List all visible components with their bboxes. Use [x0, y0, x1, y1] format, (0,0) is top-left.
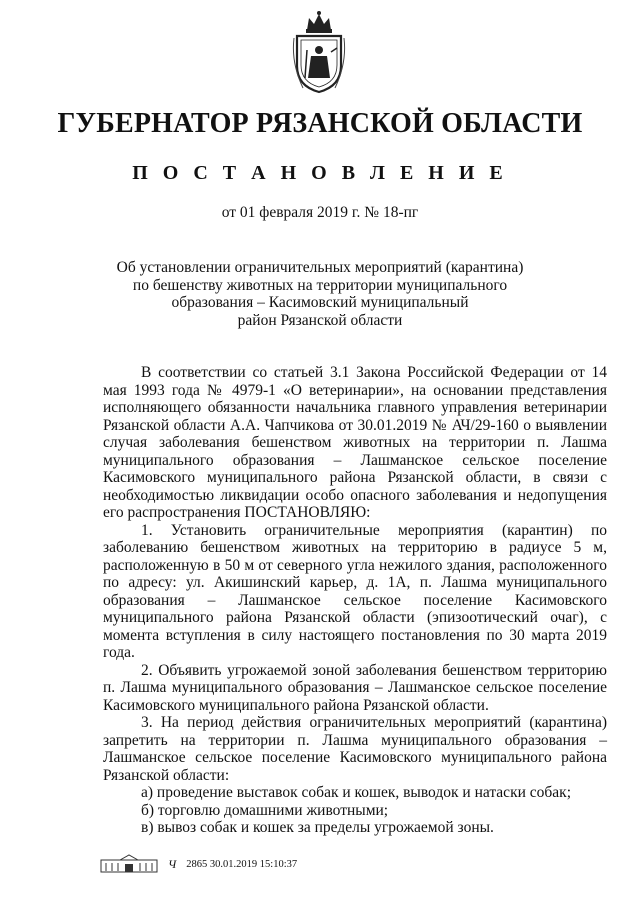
- document-date-number: от 01 февраля 2019 г. № 18-пг: [221, 204, 419, 221]
- document-type: П О С Т А Н О В Л Е Н И Е: [132, 162, 508, 184]
- registration-footer: [100, 852, 297, 876]
- document-subject: [100, 259, 540, 329]
- page-title: ГУБЕРНАТОР РЯЗАНСКОЙ ОБЛАСТИ: [57, 108, 583, 139]
- list-item: а) проведение выставок собак и кошек, выводок и натаски собак;: [141, 784, 571, 801]
- item-2-paragraph: 2. Объявить угрожаемой зоной заболевания бешенством территорию п. Лашма муниципального образования – Лашманское сельское поселение Касимовского муниципального района Рязанской области.: [103, 661, 607, 714]
- registration-number: 2865 30.01.2019 15:10:37: [186, 858, 298, 870]
- list-item: б) торговлю домашними животными;: [141, 801, 389, 819]
- intro-paragraph: В соответствии со статьей 3.1 Закона Российской Федерации от 14 мая 1993 года № 4979-1 «О ветеринарии», на основании представления исполняющего обязанности начальника главного управления ветеринарии Рязанской области А.А. Чапчикова от 30.01.2019 № АЧ/29-160 о выявлении случая заболевания бешенством животных на территории п. Лашма муниципального образования – Лашманское сельское поселение Касимовского муниципального района Рязанской области, в связи с необходимостью ликвидации особо опасного заболевания и недопущения его распространения ПОСТАНОВЛЯЮ:: [103, 364, 607, 521]
- coat-of-arms-icon: [291, 8, 347, 94]
- subject-line: образования – Касимовский муниципальный: [171, 294, 469, 311]
- subject-line: по бешенству животных на территории муниципального: [132, 276, 508, 294]
- subject-line: Об установлении ограничительных мероприятий (карантина): [116, 259, 524, 276]
- item-1-paragraph: 1. Установить ограничительные мероприятия (карантин) по заболеванию бешенством животных на территорию в радиусе 5 м, расположенную в 50 м от северного угла нежилого здания, расположенного по адресу: ул. Акишинский карьер, д. 1А, п. Лашма муниципального образования – Лашманское сельское поселение Касимовского муниципального района Рязанской области (эпизоотический очаг), с момента вступления в силу настоящего постановления по 30 марта 2019 года.: [103, 521, 607, 661]
- subject-line: район Рязанской области: [237, 311, 403, 329]
- item-3-paragraph: 3. На период действия ограничительных мероприятий (карантина) запретить на территории п. Лашма муниципального образования – Лашманское сельское поселение Касимовского муниципального района Рязанской области:: [103, 714, 607, 784]
- prohibition-list: [103, 784, 607, 837]
- document-body: [103, 364, 607, 837]
- list-item: в) вывоз собак и кошек за пределы угрожаемой зоны.: [141, 819, 494, 836]
- building-stamp-icon: [100, 854, 158, 874]
- footer-mark: Ч: [168, 856, 177, 871]
